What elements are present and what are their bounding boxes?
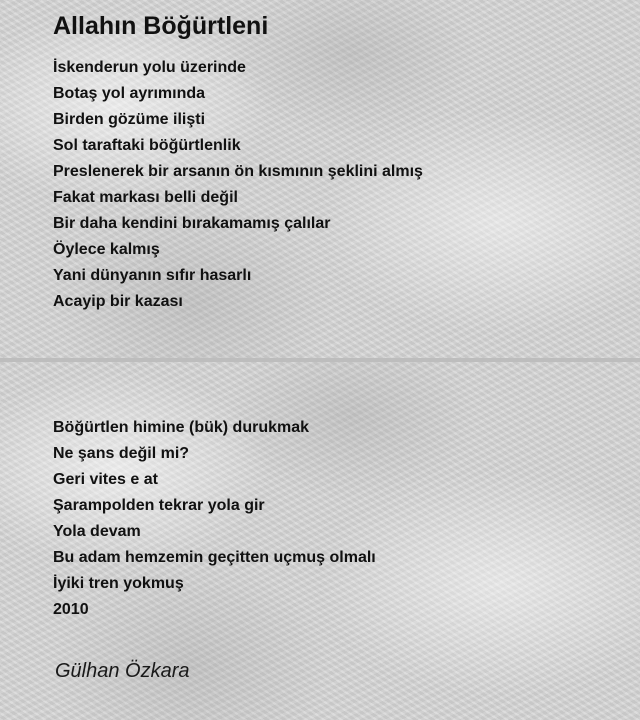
- poem-line: Preslenerek bir arsanın ön kısmının şeklini almış: [53, 163, 423, 180]
- poem-line: Geri vites e at: [53, 471, 158, 488]
- poem-line: Yani dünyanın sıfır hasarlı: [53, 267, 252, 284]
- poem-line: Birden gözüme ilişti: [53, 111, 206, 128]
- stanza-1: [53, 55, 423, 315]
- poem-author: Gülhan Özkara: [55, 660, 190, 682]
- poem-line: 2010: [53, 601, 89, 618]
- poem-line: Yola devam: [53, 523, 141, 540]
- poem-line: Öylece kalmış: [53, 241, 160, 258]
- poem-line: İskenderun yolu üzerinde: [53, 59, 246, 76]
- stanza-2: [53, 415, 376, 623]
- poem-line: Sol taraftaki böğürtlenlik: [53, 137, 241, 154]
- poem-line: Botaş yol ayrımında: [53, 85, 206, 102]
- poem-panel-top: [0, 0, 640, 358]
- poem-line: Fakat markası belli değil: [53, 189, 238, 206]
- poem-title: Allahın Böğürtleni: [53, 12, 269, 40]
- poem-line: Bu adam hemzemin geçitten uçmuş olmalı: [53, 549, 376, 566]
- poem-line: Bir daha kendini bırakamamış çalılar: [53, 215, 331, 232]
- poem-line: Acayip bir kazası: [53, 293, 183, 310]
- poem-line: Böğürtlen himine (bük) durukmak: [53, 419, 310, 436]
- poem-line: İyiki tren yokmuş: [53, 575, 184, 592]
- poem-line: Şarampolden tekrar yola gir: [53, 497, 265, 514]
- poem-line: Ne şans değil mi?: [53, 445, 190, 462]
